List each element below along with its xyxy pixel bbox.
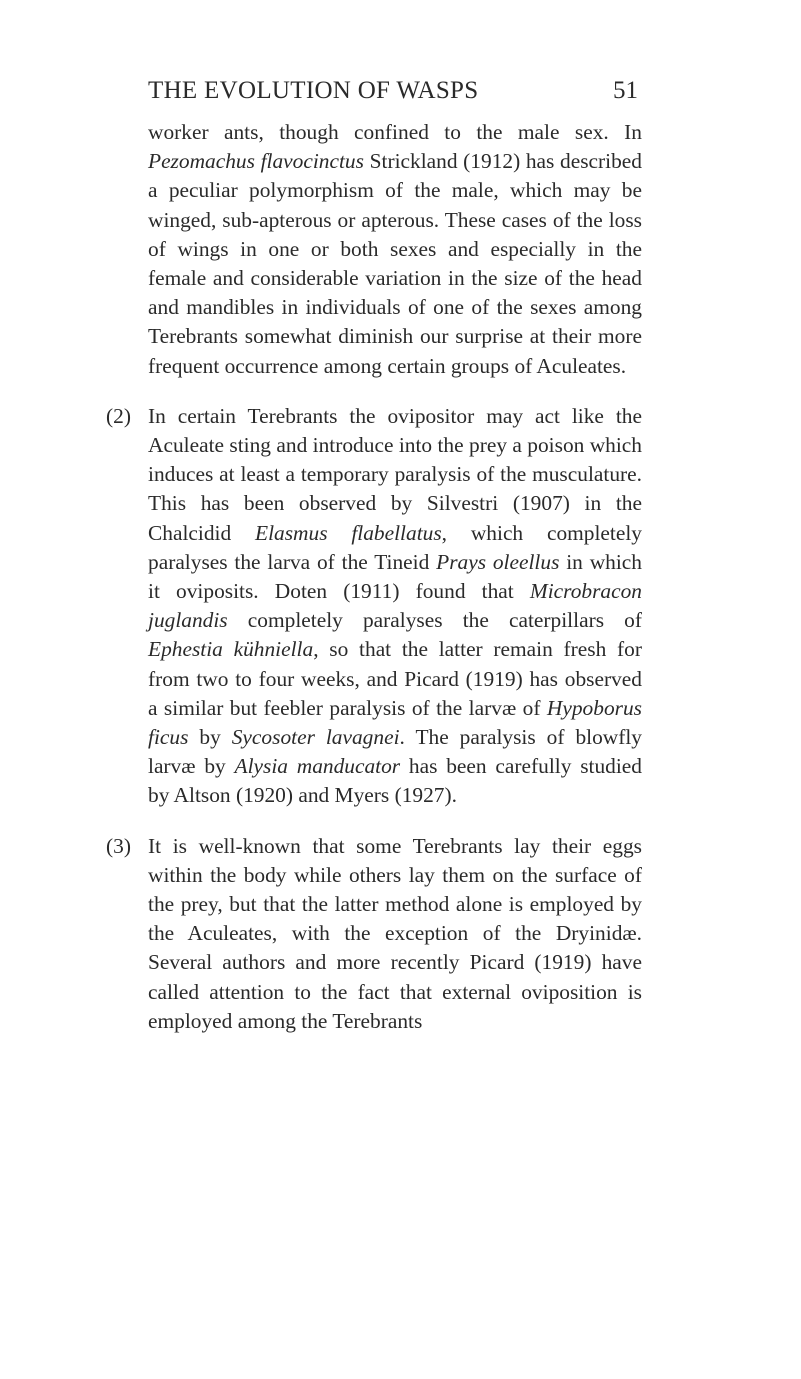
paragraph-number: (2) [106,403,131,428]
numbered-paragraph-3 [106,832,642,1036]
species-name: Elasmus flabellatus [255,520,442,545]
paragraph-continued [148,118,642,381]
text-run: worker ants, though confined to the male sex. In [148,120,642,144]
text-run: , so that the latter remain fresh for from two to four weeks, and Picard (1919) has observed a similar but feebler paralysis of the larvæ of [148,637,642,720]
species-name: Sycosoter lavagnei [231,725,400,750]
species-name: Ephestia kühniella [148,637,314,662]
text-run: has been carefully studied by Altson (1920) and Myers (1927). [148,754,642,808]
numbered-paragraph-2 [106,402,642,811]
text-run: It is well-known that some Terebrants lay their eggs within the body while others lay them on the surface of the prey, but that the latter method alone is employed by the Aculeates, with the exception of the Dryinidæ. Several authors and more recently Picard (1919) have called attention to the fact that external oviposition is employed among the Terebrants [148,833,642,1033]
running-title: THE EVOLUTION OF WASPS [148,77,479,104]
text-run: Strickland (1912) has described a peculiar polymorphism of the male, which may be winged, sub-apterous or apterous. These cases of the loss of wings in one or both sexes and especially in the female and considerable variation in the size of the head and mandibles in individuals of one of the sexes among Terebrants somewhat diminish our surprise at their more frequent occurrence among certain groups of Aculeates. [148,149,642,378]
page-header [148,74,638,110]
species-name: Alysia manducator [234,754,401,779]
species-name: Pezomachus flavocinctus [148,149,364,174]
body-text [106,118,642,1036]
text-run: In certain Terebrants the ovipositor may act like the Aculeate sting and introduce into the prey a poison which induces at least a temporary paralysis of the musculature. This has been observed by Silvestri (1907) in the Chalcidid [148,403,642,545]
species-name: Hypoborus ficus [148,695,642,750]
species-name: Microbracon juglandis [148,579,642,633]
text-run: by [188,725,232,750]
species-name: Prays oleellus [436,549,560,574]
text-run: , which completely paralyses the larva of the Tineid [148,520,642,574]
text-run: completely paralyses the caterpillars of [227,608,642,633]
text-run: . The paralysis of blowfly larvæ by [148,725,642,779]
page-number: 51 [613,77,638,104]
text-run: in which it oviposits. Doten (1911) found that [148,549,642,604]
paragraph-number: (3) [106,833,131,858]
